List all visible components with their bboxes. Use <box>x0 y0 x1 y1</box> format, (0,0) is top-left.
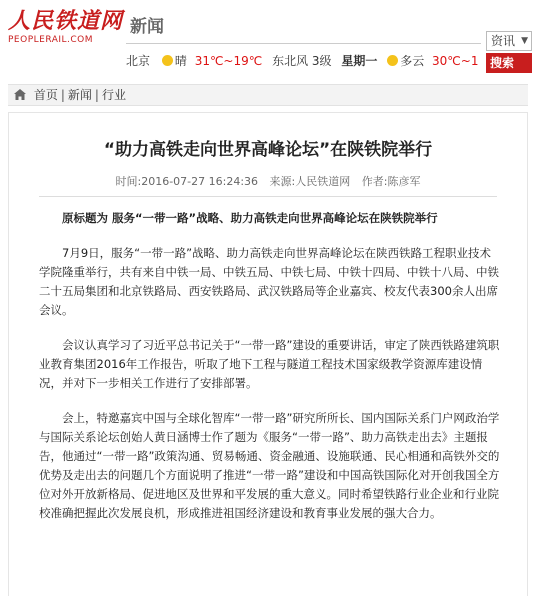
article-source: 来源:人民铁道网 <box>269 175 351 188</box>
breadcrumb <box>8 84 528 106</box>
home-icon <box>14 89 26 100</box>
weather-weekday: 星期一 <box>341 54 378 68</box>
breadcrumb-news[interactable]: 新闻 <box>67 88 92 102</box>
channel-title: 新闻 <box>130 17 164 37</box>
article-author: 作者:陈彦军 <box>361 175 421 188</box>
article-paragraph: 7月9日，服务“一带一路”战略、助力高铁走向世界高峰论坛在陕西铁路工程职业技术学院隆重举行，共有来自中铁一局、中铁五局、中铁七局、中铁十四局、中铁十八局、中铁二十五局集团和北京铁路局、西安铁路局、武汉铁路局等企业嘉宾、校友代表300余人出席会议。 <box>39 246 499 317</box>
weather-condition: 晴 <box>174 54 187 68</box>
article-meta <box>9 173 527 189</box>
weather-condition-2: 多云 <box>400 54 425 68</box>
sun-icon <box>162 55 173 66</box>
logo-chinese: 人民铁道网 <box>8 8 124 34</box>
cloud-sun-icon <box>387 55 398 66</box>
breadcrumb-separator: | <box>60 88 65 102</box>
article-paragraph: 会上，特邀嘉宾中国与全球化智库“一带一路”研究所所长、国内国际关系门户网政治学与国际关系论坛创始人黄日涵博士作了题为《服务“一带一路”、助力高铁走出去》主题报告，他通过“一带一路”政策沟通、贸易畅通、资金融通、设施联通、民心相通和高铁外交的优势及走出去的问题几个方面说明了推进“一带一路”建设和中国高铁国际化对开创我国全方位对外开放新格局、促进地区及世界和平发展的重大意义。同时希望铁路行业企业和行业院校准确把握此次发展良机，形成推进祖国经济建设和教育事业发展的强大合力。 <box>39 411 500 520</box>
header-divider <box>126 43 481 44</box>
weather-temp: 31℃~19℃ <box>194 54 263 68</box>
weather-bar <box>126 52 484 69</box>
breadcrumb-home[interactable]: 首页 <box>33 88 58 102</box>
site-logo[interactable] <box>8 8 126 48</box>
breadcrumb-industry[interactable]: 行业 <box>101 88 126 102</box>
article-paragraph: 会议认真学习了习近平总书记关于“一带一路”建设的重要讲话，审定了陕西铁路建筑职业教育集团2016年工作报告，听取了地下工程与隧道工程技术国家级教学资源库建设情况，并对下一步相关工作进行了安排部署。 <box>39 338 500 390</box>
meta-divider <box>39 196 497 197</box>
article-container <box>8 112 528 596</box>
search-type-select[interactable] <box>486 31 532 51</box>
search-button[interactable]: 搜索 <box>486 53 532 73</box>
search-type-label: 资讯 <box>491 34 516 48</box>
article-body <box>39 209 501 539</box>
weather-city: 北京 <box>126 54 151 68</box>
logo-english: PEOPLERAIL.COM <box>8 35 94 45</box>
weather-temp-2: 30℃~1 <box>432 54 479 68</box>
article-time: 时间:2016-07-27 16:24:36 <box>115 175 259 188</box>
site-header <box>0 0 536 78</box>
breadcrumb-separator: | <box>94 88 99 102</box>
article-title: “助力高铁走向世界高峰论坛”在陕铁院举行 <box>103 140 433 160</box>
weather-wind: 东北风 3级 <box>272 54 332 68</box>
chevron-down-icon: ▼ <box>521 36 528 46</box>
article-lead: 原标题为 服务“一带一路”战略、助力高铁走向世界高峰论坛在陕铁院举行 <box>62 211 438 225</box>
